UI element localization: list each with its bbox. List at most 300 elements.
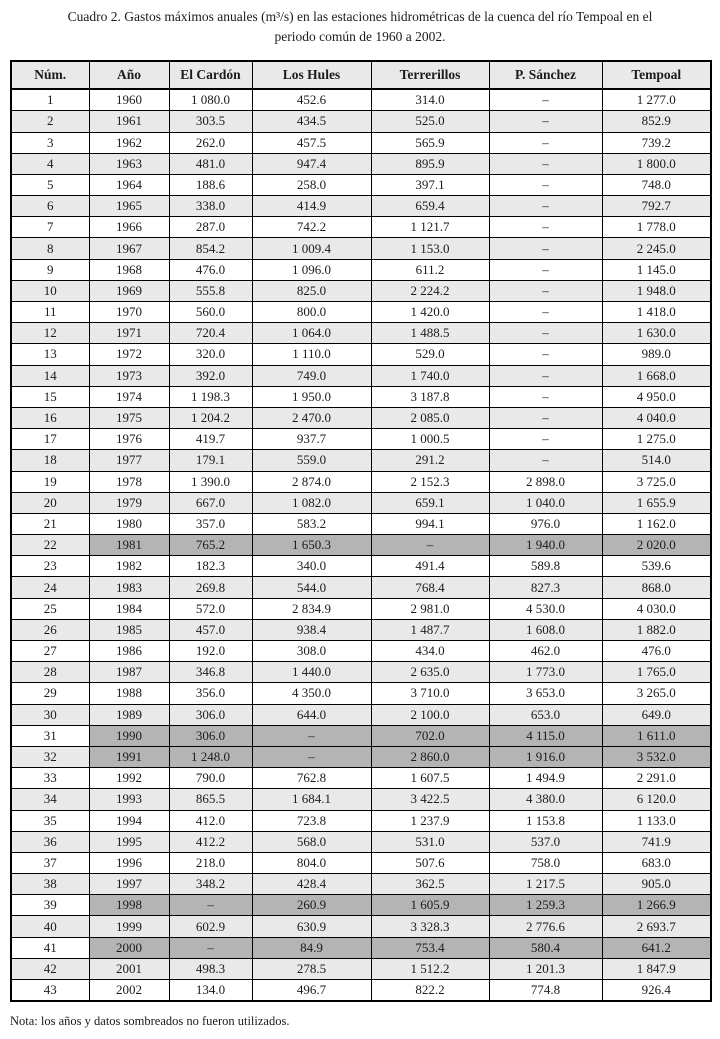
value-cell: – bbox=[371, 535, 489, 556]
value-cell: 84.9 bbox=[252, 937, 371, 958]
year-cell: 1974 bbox=[89, 386, 169, 407]
value-cell: 269.8 bbox=[169, 577, 252, 598]
value-cell: 572.0 bbox=[169, 598, 252, 619]
value-cell: 3 532.0 bbox=[602, 746, 711, 767]
row-number-cell: 18 bbox=[11, 450, 89, 471]
table-row bbox=[11, 302, 711, 323]
value-cell: 1 145.0 bbox=[602, 259, 711, 280]
value-cell: 790.0 bbox=[169, 768, 252, 789]
value-cell: 1 064.0 bbox=[252, 323, 371, 344]
value-cell: – bbox=[169, 937, 252, 958]
table-row bbox=[11, 895, 711, 916]
table-row bbox=[11, 386, 711, 407]
value-cell: 1 950.0 bbox=[252, 386, 371, 407]
value-cell: 2 245.0 bbox=[602, 238, 711, 259]
table-row bbox=[11, 874, 711, 895]
table-header bbox=[11, 61, 711, 89]
value-cell: 1 487.7 bbox=[371, 619, 489, 640]
value-cell: 1 096.0 bbox=[252, 259, 371, 280]
table-row bbox=[11, 598, 711, 619]
table-row bbox=[11, 365, 711, 386]
value-cell: 1 248.0 bbox=[169, 746, 252, 767]
table-row bbox=[11, 196, 711, 217]
value-cell: 2 860.0 bbox=[371, 746, 489, 767]
value-cell: 565.9 bbox=[371, 132, 489, 153]
value-cell: 2 100.0 bbox=[371, 704, 489, 725]
table-row bbox=[11, 450, 711, 471]
year-cell: 1971 bbox=[89, 323, 169, 344]
value-cell: 4 350.0 bbox=[252, 683, 371, 704]
value-cell: 356.0 bbox=[169, 683, 252, 704]
value-cell: 1 082.0 bbox=[252, 492, 371, 513]
value-cell: 1 684.1 bbox=[252, 789, 371, 810]
value-cell: 1 765.0 bbox=[602, 662, 711, 683]
row-number-cell: 43 bbox=[11, 980, 89, 1002]
value-cell: 412.0 bbox=[169, 810, 252, 831]
value-cell: – bbox=[489, 429, 602, 450]
value-cell: 481.0 bbox=[169, 153, 252, 174]
row-number-cell: 31 bbox=[11, 725, 89, 746]
table-caption: Cuadro 2. Gastos máximos anuales (m³/s) en las estaciones hidrométricas de la cuenca del río Tempoal en el periodo común de 1960 a 2002. bbox=[67, 9, 653, 44]
year-cell: 1960 bbox=[89, 89, 169, 111]
value-cell: 589.8 bbox=[489, 556, 602, 577]
value-cell: 287.0 bbox=[169, 217, 252, 238]
value-cell: – bbox=[489, 450, 602, 471]
value-cell: – bbox=[489, 344, 602, 365]
table-row bbox=[11, 535, 711, 556]
value-cell: 1 488.5 bbox=[371, 323, 489, 344]
value-cell: 723.8 bbox=[252, 810, 371, 831]
value-cell: 1 237.9 bbox=[371, 810, 489, 831]
value-cell: 1 847.9 bbox=[602, 958, 711, 979]
value-cell: 2 874.0 bbox=[252, 471, 371, 492]
table-row bbox=[11, 810, 711, 831]
value-cell: 753.4 bbox=[371, 937, 489, 958]
year-cell: 1981 bbox=[89, 535, 169, 556]
value-cell: 1 882.0 bbox=[602, 619, 711, 640]
value-cell: 1 201.3 bbox=[489, 958, 602, 979]
value-cell: 308.0 bbox=[252, 641, 371, 662]
year-cell: 1989 bbox=[89, 704, 169, 725]
value-cell: 683.0 bbox=[602, 852, 711, 873]
table-row bbox=[11, 471, 711, 492]
row-number-cell: 33 bbox=[11, 768, 89, 789]
row-number-cell: 15 bbox=[11, 386, 89, 407]
table-row bbox=[11, 132, 711, 153]
row-number-cell: 14 bbox=[11, 365, 89, 386]
value-cell: 659.4 bbox=[371, 196, 489, 217]
table-row bbox=[11, 111, 711, 132]
row-number-cell: 16 bbox=[11, 407, 89, 428]
value-cell: 303.5 bbox=[169, 111, 252, 132]
table-row bbox=[11, 259, 711, 280]
table-row bbox=[11, 958, 711, 979]
value-cell: – bbox=[169, 895, 252, 916]
table-row bbox=[11, 344, 711, 365]
row-number-cell: 12 bbox=[11, 323, 89, 344]
value-cell: 1 121.7 bbox=[371, 217, 489, 238]
value-cell: 1 494.9 bbox=[489, 768, 602, 789]
row-number-cell: 22 bbox=[11, 535, 89, 556]
value-cell: 774.8 bbox=[489, 980, 602, 1002]
value-cell: 476.0 bbox=[602, 641, 711, 662]
value-cell: 348.2 bbox=[169, 874, 252, 895]
value-cell: 4 030.0 bbox=[602, 598, 711, 619]
row-number-cell: 28 bbox=[11, 662, 89, 683]
value-cell: 544.0 bbox=[252, 577, 371, 598]
year-cell: 2002 bbox=[89, 980, 169, 1002]
year-cell: 1982 bbox=[89, 556, 169, 577]
value-cell: 3 265.0 bbox=[602, 683, 711, 704]
value-cell: 2 693.7 bbox=[602, 916, 711, 937]
table-row bbox=[11, 619, 711, 640]
table-body bbox=[11, 89, 711, 1001]
value-cell: – bbox=[489, 323, 602, 344]
year-cell: 1970 bbox=[89, 302, 169, 323]
value-cell: 1 948.0 bbox=[602, 280, 711, 301]
column-header-4: Terrerillos bbox=[371, 61, 489, 89]
value-cell: 262.0 bbox=[169, 132, 252, 153]
value-cell: 3 710.0 bbox=[371, 683, 489, 704]
table-header-row bbox=[11, 61, 711, 89]
year-cell: 1969 bbox=[89, 280, 169, 301]
value-cell: 994.1 bbox=[371, 513, 489, 534]
value-cell: 2 020.0 bbox=[602, 535, 711, 556]
row-number-cell: 36 bbox=[11, 831, 89, 852]
value-cell: 457.5 bbox=[252, 132, 371, 153]
value-cell: – bbox=[489, 259, 602, 280]
value-cell: 1 440.0 bbox=[252, 662, 371, 683]
year-cell: 1990 bbox=[89, 725, 169, 746]
value-cell: 762.8 bbox=[252, 768, 371, 789]
value-cell: 3 725.0 bbox=[602, 471, 711, 492]
value-cell: 1 390.0 bbox=[169, 471, 252, 492]
table-row bbox=[11, 577, 711, 598]
value-cell: – bbox=[489, 407, 602, 428]
value-cell: 4 115.0 bbox=[489, 725, 602, 746]
year-cell: 1983 bbox=[89, 577, 169, 598]
year-cell: 1995 bbox=[89, 831, 169, 852]
value-cell: 555.8 bbox=[169, 280, 252, 301]
value-cell: – bbox=[489, 386, 602, 407]
year-cell: 1980 bbox=[89, 513, 169, 534]
value-cell: 496.7 bbox=[252, 980, 371, 1002]
year-cell: 1976 bbox=[89, 429, 169, 450]
year-cell: 1968 bbox=[89, 259, 169, 280]
year-cell: 2001 bbox=[89, 958, 169, 979]
value-cell: 653.0 bbox=[489, 704, 602, 725]
table-row bbox=[11, 89, 711, 111]
column-header-1: Año bbox=[89, 61, 169, 89]
value-cell: 825.0 bbox=[252, 280, 371, 301]
value-cell: 1 630.0 bbox=[602, 323, 711, 344]
column-header-6: Tempoal bbox=[602, 61, 711, 89]
value-cell: 419.7 bbox=[169, 429, 252, 450]
value-cell: 1 204.2 bbox=[169, 407, 252, 428]
year-cell: 1963 bbox=[89, 153, 169, 174]
value-cell: 580.4 bbox=[489, 937, 602, 958]
value-cell: 278.5 bbox=[252, 958, 371, 979]
value-cell: 1 668.0 bbox=[602, 365, 711, 386]
value-cell: 895.9 bbox=[371, 153, 489, 174]
value-cell: 822.2 bbox=[371, 980, 489, 1002]
value-cell: 1 277.0 bbox=[602, 89, 711, 111]
row-number-cell: 40 bbox=[11, 916, 89, 937]
value-cell: 498.3 bbox=[169, 958, 252, 979]
value-cell: 1 418.0 bbox=[602, 302, 711, 323]
year-cell: 1986 bbox=[89, 641, 169, 662]
value-cell: 2 085.0 bbox=[371, 407, 489, 428]
value-cell: 2 898.0 bbox=[489, 471, 602, 492]
value-cell: – bbox=[489, 89, 602, 111]
value-cell: 630.9 bbox=[252, 916, 371, 937]
value-cell: 868.0 bbox=[602, 577, 711, 598]
value-cell: 720.4 bbox=[169, 323, 252, 344]
value-cell: 1 650.3 bbox=[252, 535, 371, 556]
table-row bbox=[11, 556, 711, 577]
column-header-2: El Cardón bbox=[169, 61, 252, 89]
row-number-cell: 7 bbox=[11, 217, 89, 238]
value-cell: 2 776.6 bbox=[489, 916, 602, 937]
value-cell: 926.4 bbox=[602, 980, 711, 1002]
value-cell: 3 653.0 bbox=[489, 683, 602, 704]
value-cell: 659.1 bbox=[371, 492, 489, 513]
value-cell: 3 422.5 bbox=[371, 789, 489, 810]
value-cell: 397.1 bbox=[371, 174, 489, 195]
value-cell: – bbox=[489, 365, 602, 386]
value-cell: 306.0 bbox=[169, 704, 252, 725]
value-cell: 1 040.0 bbox=[489, 492, 602, 513]
value-cell: 4 530.0 bbox=[489, 598, 602, 619]
value-cell: 338.0 bbox=[169, 196, 252, 217]
row-number-cell: 24 bbox=[11, 577, 89, 598]
table-row bbox=[11, 980, 711, 1002]
value-cell: 800.0 bbox=[252, 302, 371, 323]
value-cell: 258.0 bbox=[252, 174, 371, 195]
value-cell: 320.0 bbox=[169, 344, 252, 365]
row-number-cell: 32 bbox=[11, 746, 89, 767]
year-cell: 1975 bbox=[89, 407, 169, 428]
row-number-cell: 3 bbox=[11, 132, 89, 153]
value-cell: 2 152.3 bbox=[371, 471, 489, 492]
table-row bbox=[11, 153, 711, 174]
value-cell: 560.0 bbox=[169, 302, 252, 323]
year-cell: 1967 bbox=[89, 238, 169, 259]
value-cell: 340.0 bbox=[252, 556, 371, 577]
value-cell: 2 981.0 bbox=[371, 598, 489, 619]
year-cell: 1992 bbox=[89, 768, 169, 789]
row-number-cell: 1 bbox=[11, 89, 89, 111]
value-cell: 641.2 bbox=[602, 937, 711, 958]
value-cell: 434.0 bbox=[371, 641, 489, 662]
value-cell: 947.4 bbox=[252, 153, 371, 174]
value-cell: – bbox=[489, 280, 602, 301]
year-cell: 1999 bbox=[89, 916, 169, 937]
value-cell: 507.6 bbox=[371, 852, 489, 873]
value-cell: 1 259.3 bbox=[489, 895, 602, 916]
value-cell: 362.5 bbox=[371, 874, 489, 895]
value-cell: 1 611.0 bbox=[602, 725, 711, 746]
year-cell: 1972 bbox=[89, 344, 169, 365]
value-cell: 2 834.9 bbox=[252, 598, 371, 619]
year-cell: 1987 bbox=[89, 662, 169, 683]
row-number-cell: 10 bbox=[11, 280, 89, 301]
value-cell: 4 380.0 bbox=[489, 789, 602, 810]
value-cell: – bbox=[252, 746, 371, 767]
value-cell: 702.0 bbox=[371, 725, 489, 746]
table-row bbox=[11, 323, 711, 344]
row-number-cell: 41 bbox=[11, 937, 89, 958]
row-number-cell: 6 bbox=[11, 196, 89, 217]
value-cell: 976.0 bbox=[489, 513, 602, 534]
value-cell: 865.5 bbox=[169, 789, 252, 810]
year-cell: 1994 bbox=[89, 810, 169, 831]
table-row bbox=[11, 174, 711, 195]
value-cell: 2 224.2 bbox=[371, 280, 489, 301]
value-cell: 602.9 bbox=[169, 916, 252, 937]
value-cell: 1 420.0 bbox=[371, 302, 489, 323]
value-cell: 1 110.0 bbox=[252, 344, 371, 365]
column-header-3: Los Hules bbox=[252, 61, 371, 89]
value-cell: – bbox=[252, 725, 371, 746]
value-cell: 905.0 bbox=[602, 874, 711, 895]
row-number-cell: 13 bbox=[11, 344, 89, 365]
row-number-cell: 20 bbox=[11, 492, 89, 513]
row-number-cell: 2 bbox=[11, 111, 89, 132]
value-cell: 1 607.5 bbox=[371, 768, 489, 789]
year-cell: 1964 bbox=[89, 174, 169, 195]
value-cell: 134.0 bbox=[169, 980, 252, 1002]
row-number-cell: 27 bbox=[11, 641, 89, 662]
table-row bbox=[11, 704, 711, 725]
row-number-cell: 19 bbox=[11, 471, 89, 492]
value-cell: 804.0 bbox=[252, 852, 371, 873]
row-number-cell: 42 bbox=[11, 958, 89, 979]
row-number-cell: 5 bbox=[11, 174, 89, 195]
value-cell: 491.4 bbox=[371, 556, 489, 577]
value-cell: 2 470.0 bbox=[252, 407, 371, 428]
table-row bbox=[11, 746, 711, 767]
value-cell: – bbox=[489, 238, 602, 259]
value-cell: 854.2 bbox=[169, 238, 252, 259]
value-cell: 1 217.5 bbox=[489, 874, 602, 895]
value-cell: 537.0 bbox=[489, 831, 602, 852]
value-cell: 1 162.0 bbox=[602, 513, 711, 534]
table-row bbox=[11, 429, 711, 450]
value-cell: 989.0 bbox=[602, 344, 711, 365]
year-cell: 1988 bbox=[89, 683, 169, 704]
table-row bbox=[11, 683, 711, 704]
value-cell: 1 009.4 bbox=[252, 238, 371, 259]
value-cell: 3 187.8 bbox=[371, 386, 489, 407]
value-cell: 827.3 bbox=[489, 577, 602, 598]
value-cell: – bbox=[489, 217, 602, 238]
value-cell: 1 778.0 bbox=[602, 217, 711, 238]
value-cell: 476.0 bbox=[169, 259, 252, 280]
value-cell: 1 080.0 bbox=[169, 89, 252, 111]
year-cell: 1993 bbox=[89, 789, 169, 810]
value-cell: 412.2 bbox=[169, 831, 252, 852]
value-cell: 1 773.0 bbox=[489, 662, 602, 683]
value-cell: 188.6 bbox=[169, 174, 252, 195]
table-row bbox=[11, 513, 711, 534]
value-cell: 1 800.0 bbox=[602, 153, 711, 174]
year-cell: 2000 bbox=[89, 937, 169, 958]
row-number-cell: 35 bbox=[11, 810, 89, 831]
value-cell: 739.2 bbox=[602, 132, 711, 153]
year-cell: 1966 bbox=[89, 217, 169, 238]
table-row bbox=[11, 641, 711, 662]
row-number-cell: 17 bbox=[11, 429, 89, 450]
year-cell: 1991 bbox=[89, 746, 169, 767]
hydrometric-stations-table bbox=[10, 60, 712, 1002]
value-cell: 306.0 bbox=[169, 725, 252, 746]
value-cell: 462.0 bbox=[489, 641, 602, 662]
value-cell: 1 655.9 bbox=[602, 492, 711, 513]
value-cell: 457.0 bbox=[169, 619, 252, 640]
value-cell: 768.4 bbox=[371, 577, 489, 598]
row-number-cell: 11 bbox=[11, 302, 89, 323]
year-cell: 1961 bbox=[89, 111, 169, 132]
year-cell: 1978 bbox=[89, 471, 169, 492]
row-number-cell: 4 bbox=[11, 153, 89, 174]
value-cell: 514.0 bbox=[602, 450, 711, 471]
value-cell: – bbox=[489, 132, 602, 153]
value-cell: 568.0 bbox=[252, 831, 371, 852]
value-cell: 1 133.0 bbox=[602, 810, 711, 831]
value-cell: 852.9 bbox=[602, 111, 711, 132]
value-cell: 644.0 bbox=[252, 704, 371, 725]
row-number-cell: 25 bbox=[11, 598, 89, 619]
value-cell: 392.0 bbox=[169, 365, 252, 386]
value-cell: 1 608.0 bbox=[489, 619, 602, 640]
value-cell: – bbox=[489, 302, 602, 323]
value-cell: 428.4 bbox=[252, 874, 371, 895]
value-cell: 1 605.9 bbox=[371, 895, 489, 916]
year-cell: 1965 bbox=[89, 196, 169, 217]
value-cell: 559.0 bbox=[252, 450, 371, 471]
row-number-cell: 8 bbox=[11, 238, 89, 259]
table-row bbox=[11, 852, 711, 873]
row-number-cell: 26 bbox=[11, 619, 89, 640]
value-cell: 742.2 bbox=[252, 217, 371, 238]
year-cell: 1962 bbox=[89, 132, 169, 153]
table-row bbox=[11, 280, 711, 301]
value-cell: 1 153.8 bbox=[489, 810, 602, 831]
row-number-cell: 29 bbox=[11, 683, 89, 704]
value-cell: – bbox=[489, 153, 602, 174]
table-row bbox=[11, 789, 711, 810]
value-cell: 6 120.0 bbox=[602, 789, 711, 810]
value-cell: – bbox=[489, 174, 602, 195]
value-cell: 1 153.0 bbox=[371, 238, 489, 259]
table-row bbox=[11, 937, 711, 958]
year-cell: 1996 bbox=[89, 852, 169, 873]
value-cell: 649.0 bbox=[602, 704, 711, 725]
column-header-5: P. Sánchez bbox=[489, 61, 602, 89]
value-cell: – bbox=[489, 111, 602, 132]
value-cell: 1 266.9 bbox=[602, 895, 711, 916]
table-row bbox=[11, 217, 711, 238]
table-row bbox=[11, 492, 711, 513]
row-number-cell: 37 bbox=[11, 852, 89, 873]
table-row bbox=[11, 916, 711, 937]
value-cell: 1 198.3 bbox=[169, 386, 252, 407]
value-cell: 531.0 bbox=[371, 831, 489, 852]
value-cell: 4 040.0 bbox=[602, 407, 711, 428]
value-cell: 583.2 bbox=[252, 513, 371, 534]
row-number-cell: 34 bbox=[11, 789, 89, 810]
